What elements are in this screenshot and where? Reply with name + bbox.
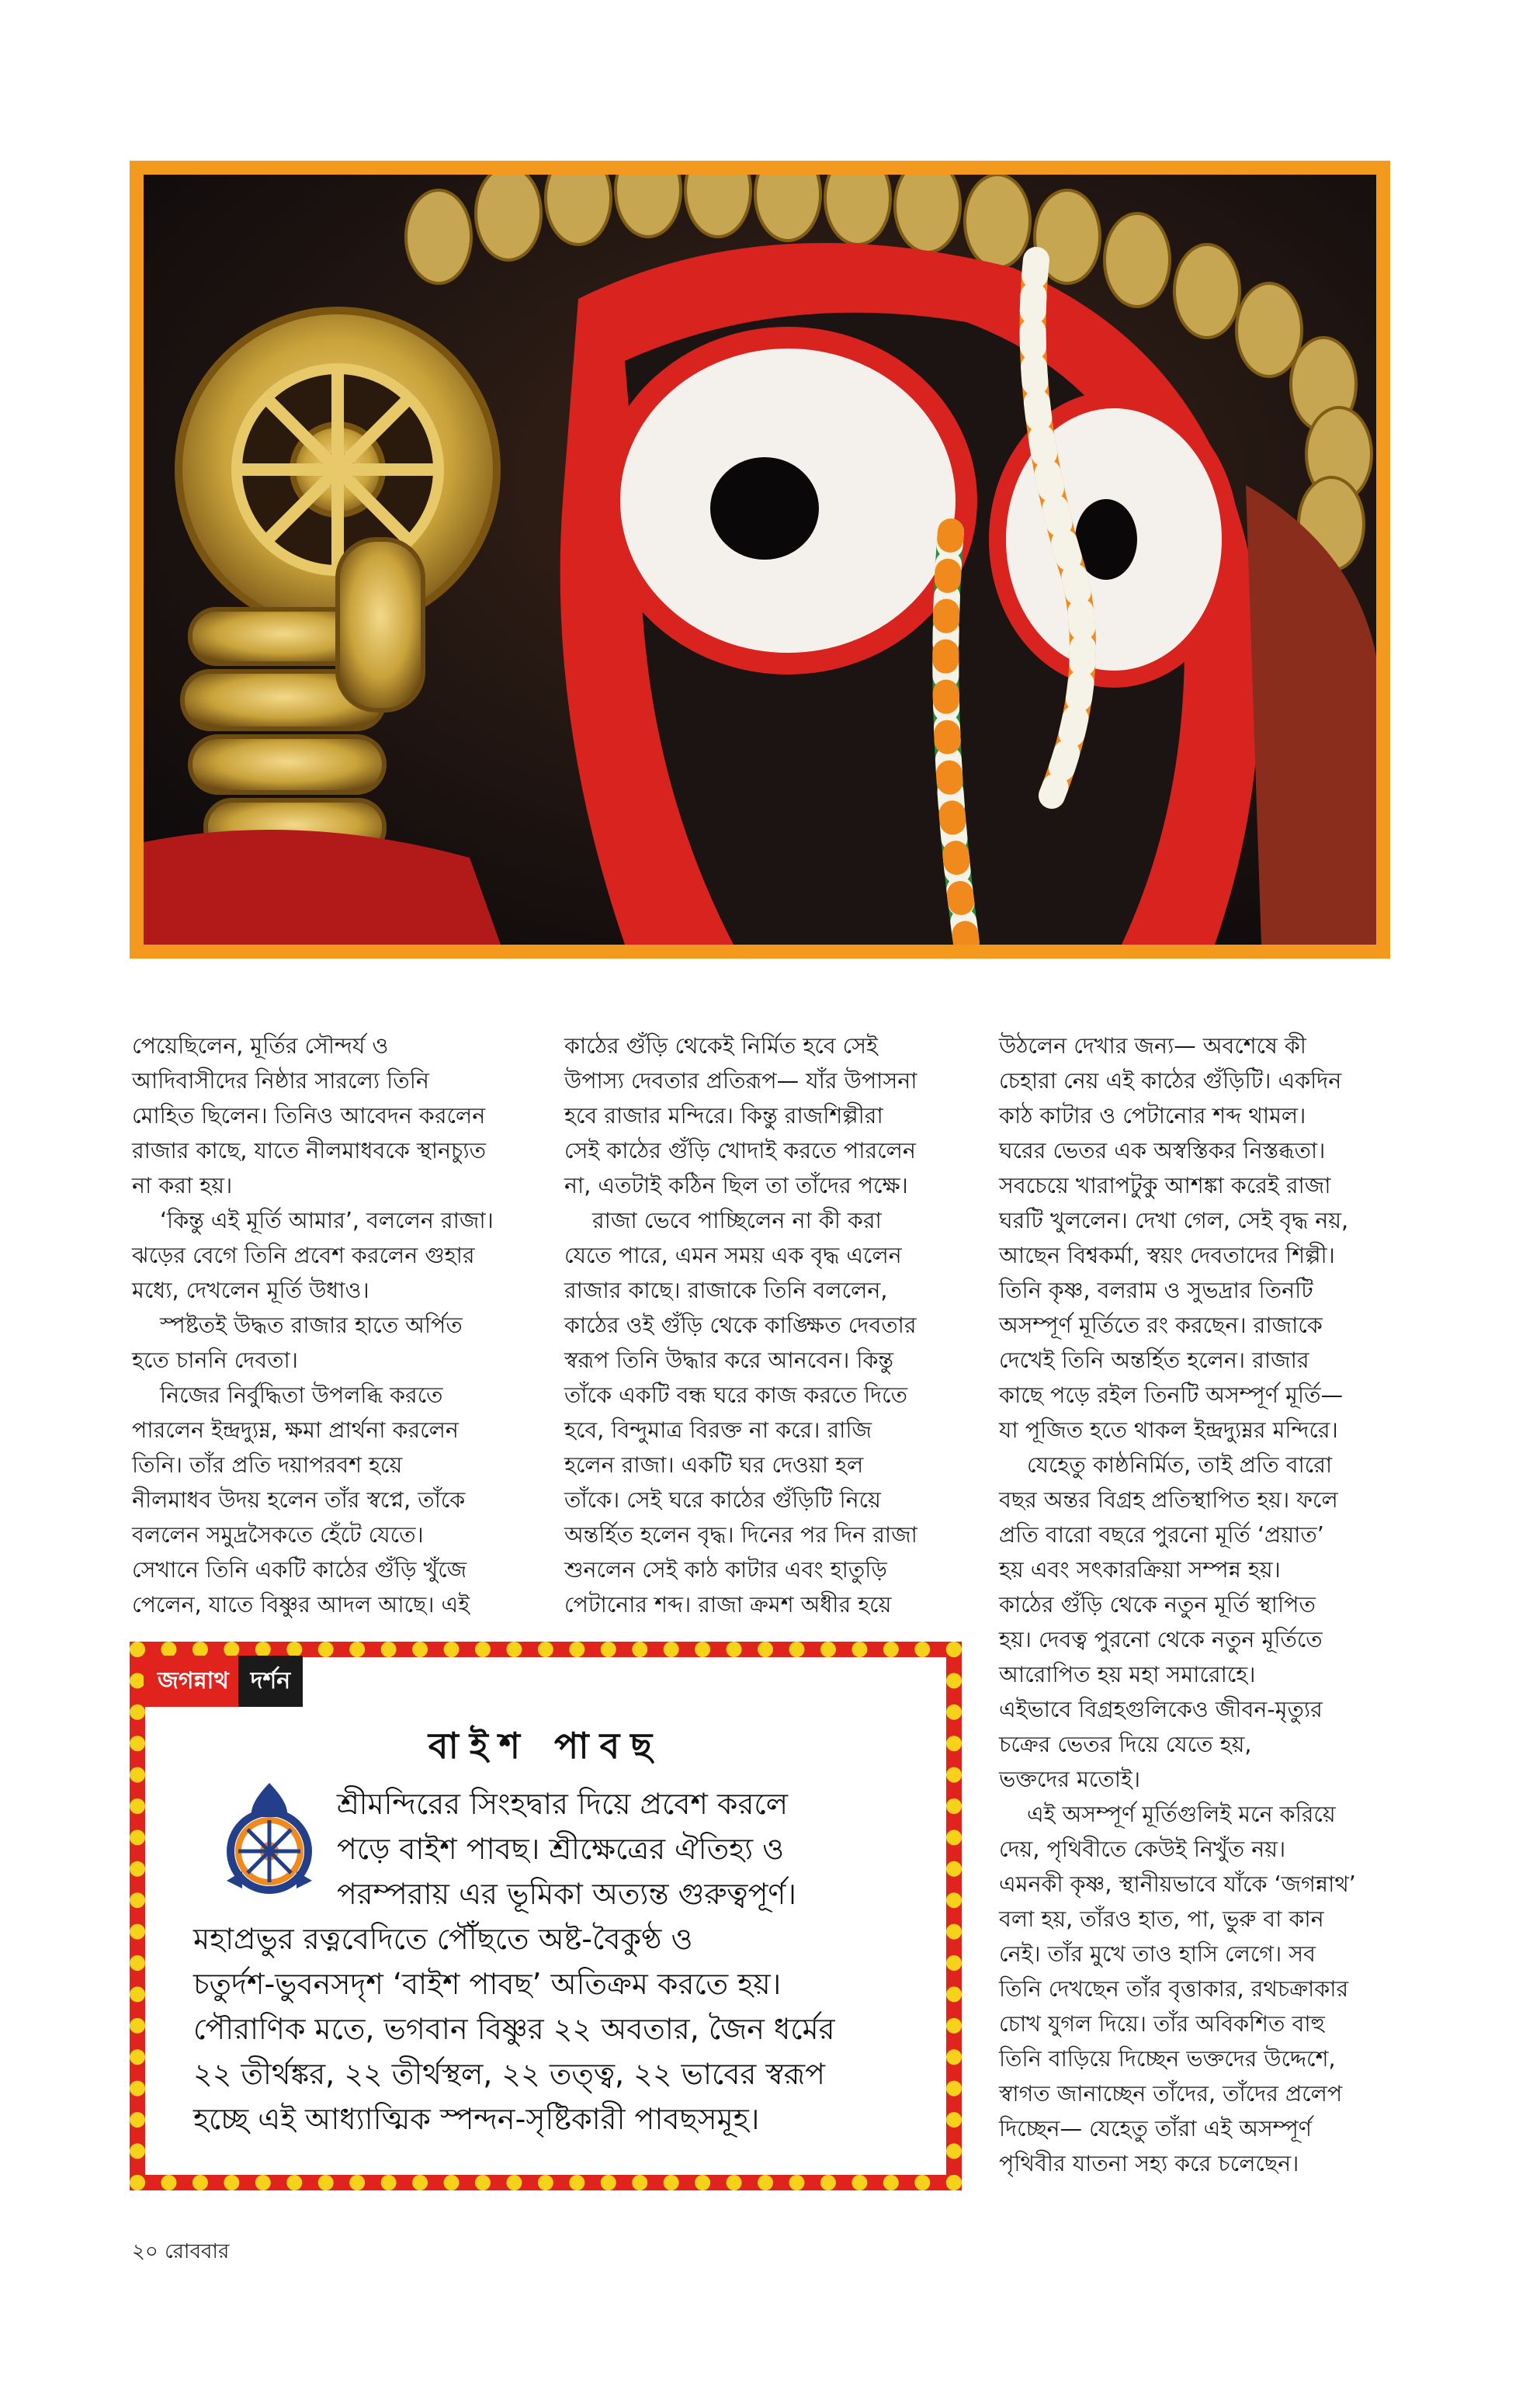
sidebar-line: মহাপ্রভুর রত্নবেদিতে পৌঁছতে অষ্ট-বৈকুণ্ঠ ও xyxy=(193,1922,693,1956)
text-line: সেই কাঠের গুঁড়ি খোদাই করতে পারলেন xyxy=(564,1138,916,1164)
text-line: স্বরূপ তিনি উদ্ধার করে আনবেন। কিন্তু xyxy=(564,1347,894,1373)
section-tag-left: জগন্নাথ xyxy=(144,1656,238,1707)
sidebar-line: চতুর্দশ-ভুবনসদৃশ ‘বাইশ পাবছ’ অতিক্রম করতে হয়। xyxy=(193,1967,782,2001)
text-line: পারলেন ইন্দ্রদ্যুম্ন, ক্ষমা প্রার্থনা করলেন xyxy=(132,1417,459,1443)
text-line: বছর অন্তর বিগ্রহ প্রতিস্থাপিত হয়। ফলে xyxy=(999,1487,1338,1513)
text-line: উঠলেন দেখার জন্য— অবশেষে কী xyxy=(999,1033,1306,1059)
text-line: কাঠের গুঁড়ি থেকে নতুন মূর্তি স্থাপিত xyxy=(999,1592,1316,1618)
text-line: উপাস্য দেবতার প্রতিরূপ— যাঁর উপাসনা xyxy=(564,1068,917,1094)
text-line: তিনি কৃষ্ণ, বলরাম ও সুভদ্রার তিনটি xyxy=(999,1278,1313,1303)
text-line: চক্রের ভেতর দিয়ে যেতে হয়, xyxy=(999,1732,1252,1757)
text-line: যেতে পারে, এমন সময় এক বৃদ্ধ এলেন xyxy=(564,1243,902,1268)
text-line: তাঁকে একটি বন্ধ ঘরে কাজ করতে দিতে xyxy=(564,1382,907,1408)
section-tag xyxy=(144,1656,303,1707)
text-line: হলেন রাজা। একটি ঘর দেওয়া হল xyxy=(564,1452,864,1478)
sidebar-line: ২২ তীর্থঙ্কর, ২২ তীর্থস্থল, ২২ তত্ত্ব, ২২ ভাবের স্বরূপ xyxy=(193,2057,825,2091)
text-line: কাঠের গুঁড়ি থেকেই নির্মিত হবে সেই xyxy=(564,1033,878,1059)
text-line: ঘরের ভেতর এক অস্বস্তিকর নিস্তব্ধতা। xyxy=(999,1138,1326,1164)
sidebar-text xyxy=(193,1781,954,2142)
sidebar-title: বাইশ পাবছ xyxy=(428,1725,664,1767)
text-line: ঘরটি খুললেন। দেখা গেল, সেই বৃদ্ধ নয়, xyxy=(999,1208,1349,1233)
text-line: যেহেতু কাষ্ঠনির্মিত, তাই প্রতি বারো xyxy=(1027,1452,1333,1478)
text-line: না করা হয়। xyxy=(132,1173,233,1198)
text-line: তিনি বাড়িয়ে দিচ্ছেন ভক্তদের উদ্দেশে, xyxy=(999,2046,1336,2072)
text-line: যা পূজিত হতে থাকল ইন্দ্রদ্যুম্নর মন্দিরে। xyxy=(999,1417,1338,1443)
sidebar-box xyxy=(130,1642,962,2190)
text-line: বলা হয়, তাঁরও হাত, পা, ভুরু বা কান xyxy=(999,1906,1324,1932)
text-line: চোখ যুগল দিয়ে। তাঁর অবিকশিত বাহু xyxy=(999,2011,1325,2037)
text-line: হতে চাননি দেবতা। xyxy=(132,1347,298,1373)
article-column-3 xyxy=(999,1028,1403,2181)
text-line: রাজার কাছে, যাতে নীলমাধবকে স্থানচ্যুত xyxy=(132,1138,487,1164)
text-line: শুনলেন সেই কাঠ কাটার এবং হাতুড়ি xyxy=(564,1557,887,1583)
text-line: মধ্যে, দেখলেন মূর্তি উধাও। xyxy=(132,1278,369,1303)
text-line: অসম্পূর্ণ মূর্তিতে রং করছেন। রাজাকে xyxy=(999,1313,1323,1338)
sidebar-line: শ্রীমন্দিরের সিংহদ্বার দিয়ে প্রবেশ করলে xyxy=(337,1787,789,1821)
text-line: আদিবাসীদের নিষ্ঠার সারল্যে তিনি xyxy=(132,1068,429,1094)
text-line: পেলেন, যাতে বিষ্ণুর আদল আছে। এই xyxy=(132,1592,470,1618)
text-line: তিনি দেখছেন তাঁর বৃত্তাকার, রথচক্রাকার xyxy=(999,1976,1349,2002)
text-line: এমনকী কৃষ্ণ, স্থানীয়ভাবে যাঁকে ‘জগন্নাথ’ xyxy=(999,1871,1356,1897)
text-line: পেটানোর শব্দ। রাজা ক্রমশ অধীর হয়ে xyxy=(564,1592,892,1618)
text-line: দিচ্ছেন— যেহেতু তাঁরা এই অসম্পূর্ণ xyxy=(999,2116,1312,2142)
text-line: দেয়, পৃথিবীতে কেউই নিখুঁত নয়। xyxy=(999,1836,1286,1862)
text-line: বললেন সমুদ্রসৈকতে হেঁটে যেতে। xyxy=(132,1522,424,1548)
text-line: রাজার কাছে। রাজাকে তিনি বললেন, xyxy=(564,1278,888,1303)
text-line: হবে রাজার মন্দিরে। কিন্তু রাজশিল্পীরা xyxy=(564,1103,883,1129)
sidebar-line: পড়ে বাইশ পাবছ। শ্রীক্ষেত্রের ঐতিহ্য ও xyxy=(337,1832,785,1866)
sidebar-line: হচ্ছে এই আধ্যাত্মিক স্পন্দন-সৃষ্টিকারী পাবছসমূহ। xyxy=(193,2102,760,2136)
sidebar-line: পৌরাণিক মতে, ভগবান বিষ্ণুর ২২ অবতার, জৈন ধর্মের xyxy=(193,2012,835,2046)
text-line: দেখেই তিনি অন্তর্হিত হলেন। রাজার xyxy=(999,1347,1309,1373)
text-line: পৃথিবীর যাতনা সহ্য করে চলেছেন। xyxy=(999,2151,1299,2176)
article-column-2 xyxy=(564,1028,952,1622)
text-line: এই অসম্পূর্ণ মূর্তিগুলিই মনে করিয়ে xyxy=(1027,1802,1336,1827)
text-line: আরোপিত হয় মহা সমারোহে। xyxy=(999,1662,1256,1687)
text-line: ঝড়ের বেগে তিনি প্রবেশ করলেন গুহার xyxy=(132,1243,475,1268)
text-line: তাঁকে। সেই ঘরে কাঠের গুঁড়িটি নিয়ে xyxy=(564,1487,881,1513)
text-line: ভক্তদের মতোই। xyxy=(999,1767,1141,1792)
text-line: নিজের নির্বুদ্ধিতা উপলব্ধি করতে xyxy=(160,1382,443,1408)
text-line: সেখানে তিনি একটি কাঠের গুঁড়ি খুঁজে xyxy=(132,1557,467,1583)
text-line: স্পষ্টতই উদ্ধত রাজার হাতে অর্পিত xyxy=(160,1313,463,1338)
article-column-1 xyxy=(132,1028,512,1622)
text-line: কাঠের ওই গুঁড়ি থেকে কাঙ্ক্ষিত দেবতার xyxy=(564,1313,917,1338)
text-line: কাছে পড়ে রইল তিনটি অসম্পূর্ণ মূর্তি— xyxy=(999,1382,1343,1408)
page-folio: ২০ রোববার xyxy=(132,2240,230,2263)
text-line: স্বাগত জানাচ্ছেন তাঁদের, তাঁদের প্রলেপ xyxy=(999,2081,1343,2107)
text-line: তিনি। তাঁর প্রতি দয়াপরবশ হয়ে xyxy=(132,1452,403,1478)
text-line: এইভাবে বিগ্রহগুলিকেও জীবন-মৃত্যুর xyxy=(999,1697,1323,1722)
text-line: কাঠ কাটার ও পেটানোর শব্দ থামল। xyxy=(999,1103,1306,1129)
text-line: সবচেয়ে খারাপটুকু আশঙ্কা করেই রাজা xyxy=(999,1173,1331,1198)
text-line: চেহারা নেয় এই কাঠের গুঁড়িটি। একদিন xyxy=(999,1068,1342,1094)
text-line: ‘কিন্তু এই মূর্তি আমার’, বললেন রাজা। xyxy=(160,1208,494,1233)
text-line: প্রতি বারো বছরে পুরনো মূর্তি ‘প্রয়াত’ xyxy=(999,1522,1324,1548)
text-line: নেই। তাঁর মুখে তাও হাসি লেগে। সব xyxy=(999,1941,1316,1967)
text-line: হয়। দেবত্ব পুরনো থেকে নতুন মূর্তিতে xyxy=(999,1627,1323,1653)
text-line: মোহিত ছিলেন। তিনিও আবেদন করলেন xyxy=(132,1103,486,1129)
jagannath-photo xyxy=(130,161,1390,959)
text-line: অন্তর্হিত হলেন বৃদ্ধ। দিনের পর দিন রাজা xyxy=(564,1522,917,1548)
text-line: পেয়েছিলেন, মূর্তির সৌন্দর্য ও xyxy=(132,1033,389,1059)
jagannath-idol-image xyxy=(144,175,1376,945)
text-line: না, এতটাই কঠিন ছিল তা তাঁদের পক্ষে। xyxy=(564,1173,908,1198)
text-line: হবে, বিন্দুমাত্র বিরক্ত না করে। রাজি xyxy=(564,1417,872,1443)
text-line: নীলমাধব উদয় হলেন তাঁর স্বপ্নে, তাঁকে xyxy=(132,1487,466,1513)
text-line: আছেন বিশ্বকর্মা, স্বয়ং দেবতাদের শিল্পী। xyxy=(999,1243,1335,1268)
text-line: রাজা ভেবে পাচ্ছিলেন না কী করা xyxy=(592,1208,882,1233)
sidebar-line: পরম্পরায় এর ভূমিকা অত্যন্ত গুরুত্বপূর্ণ। xyxy=(337,1877,796,1911)
text-line: হয় এবং সৎকারক্রিয়া সম্পন্ন হয়। xyxy=(999,1557,1281,1583)
section-tag-right: দর্শন xyxy=(238,1656,303,1707)
